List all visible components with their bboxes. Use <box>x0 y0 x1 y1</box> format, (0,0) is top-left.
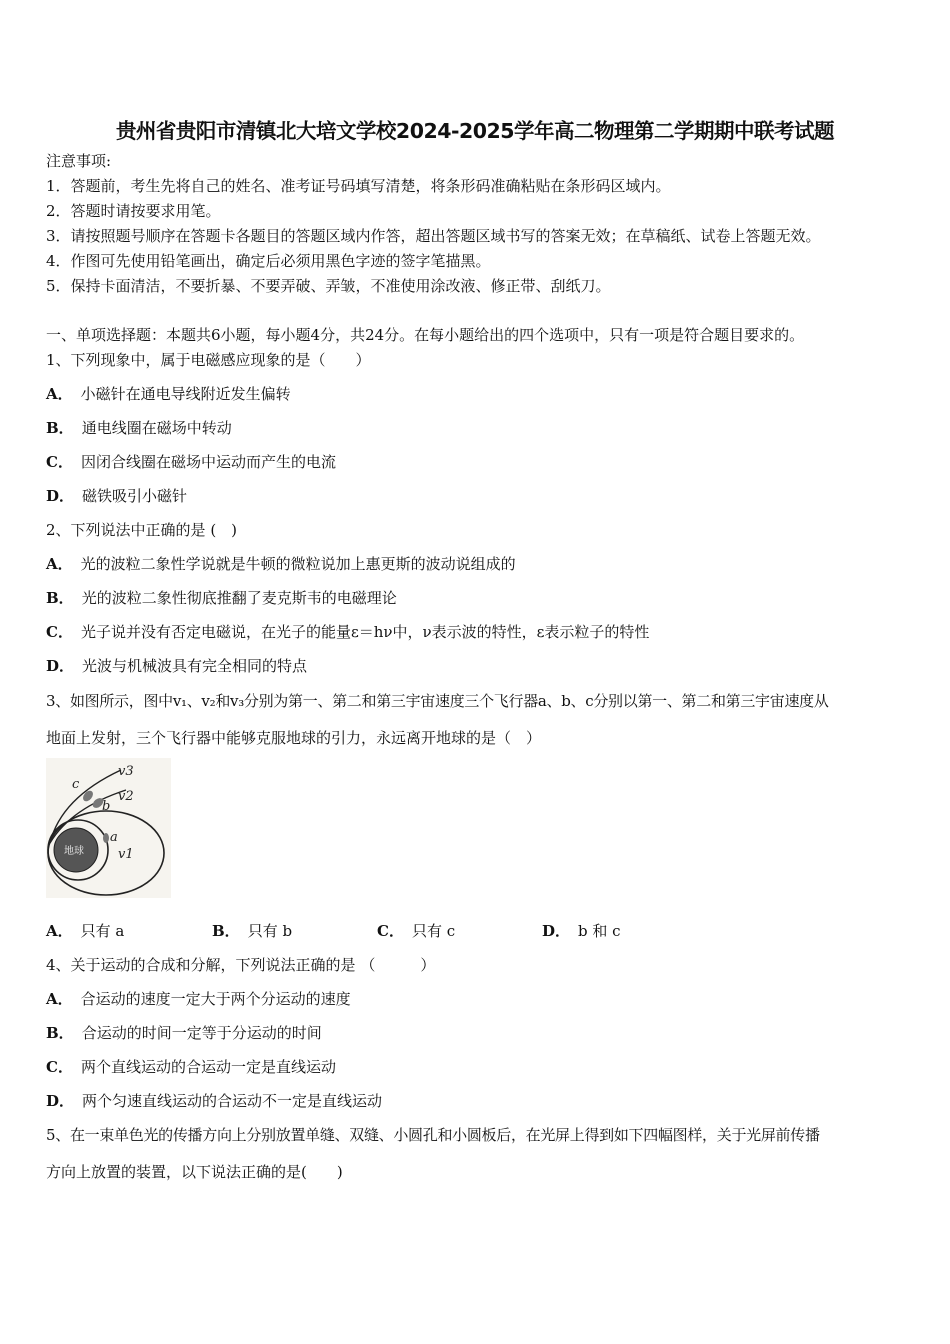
svg-text:c: c <box>72 777 80 792</box>
question-5-stem: 5、在一束单色光的传播方向上分别放置单缝、双缝、小圆孔和小圆板后，在光屏上得到如下四幅图样，关于光屏前传播 <box>46 1126 820 1144</box>
q1-option-b: B． 通电线圈在磁场中转动 <box>46 419 232 437</box>
q3-option-b: B． 只有 b <box>212 922 293 940</box>
question-4-stem: 4、关于运动的合成和分解，下列说法正确的是 （ ） <box>46 956 436 974</box>
q4-option-d: D． 两个匀速直线运动的合运动不一定是直线运动 <box>46 1092 383 1110</box>
svg-text:地球: 地球 <box>64 846 84 857</box>
note-item: 2．答题时请按要求用笔。 <box>46 202 221 220</box>
q3-option-d: D． b 和 c <box>542 922 621 940</box>
note-item: 3．请按照题号顺序在答题卡各题目的答题区域内作答，超出答题区域书写的答案无效；在草稿纸、试卷上答题无效。 <box>46 227 821 245</box>
note-item: 5．保持卡面清洁，不要折暴、不要弄破、弄皱，不准使用涂改液、修正带、刮纸刀。 <box>46 277 611 295</box>
svg-text:b: b <box>102 799 111 814</box>
notes-heading: 注意事项: <box>46 152 112 170</box>
orbit-figure <box>46 758 171 898</box>
svg-text:v1: v1 <box>118 847 134 862</box>
note-item: 4．作图可先使用铅笔画出，确定后必须用黑色字迹的签字笔描黑。 <box>46 252 491 270</box>
question-3-stem: 3、如图所示，图中v₁、v₂和v₃分别为第一、第二和第三宇宙速度三个飞行器a、b、c分别以第一、第二和第三宇宙速度从 <box>46 692 829 710</box>
question-3-stem-cont: 地面上发射，三个飞行器中能够克服地球的引力，永远离开地球的是（ ） <box>46 729 542 747</box>
q4-option-b: B． 合运动的时间一定等于分运动的时间 <box>46 1024 322 1042</box>
q1-option-c: C． 因闭合线圈在磁场中运动而产生的电流 <box>46 453 336 471</box>
page-title: 贵州省贵阳市清镇北大培文学校2024-2025学年高二物理第二学期期中联考试题 <box>115 119 835 143</box>
question-2-stem: 2、下列说法中正确的是 ( ) <box>46 521 238 539</box>
q2-option-b: B． 光的波粒二象性彻底推翻了麦克斯韦的电磁理论 <box>46 589 397 607</box>
question-1-stem: 1、下列现象中，属于电磁感应现象的是（ ） <box>46 351 371 369</box>
question-5-stem-cont: 方向上放置的装置，以下说法正确的是( ) <box>46 1163 343 1181</box>
q2-option-d: D． 光波与机械波具有完全相同的特点 <box>46 657 308 675</box>
q4-option-c: C． 两个直线运动的合运动一定是直线运动 <box>46 1058 336 1076</box>
q3-option-c: C． 只有 c <box>377 922 456 940</box>
q4-option-a: A． 合运动的速度一定大于两个分运动的速度 <box>46 990 351 1008</box>
section-heading: 一、单项选择题：本题共6小题，每小题4分，共24分。在每小题给出的四个选项中，只有一项是符合题目要求的。 <box>46 326 805 344</box>
q2-option-c: C． 光子说并没有否定电磁说，在光子的能量ε＝hν中，ν表示波的特性，ε表示粒子的特性 <box>46 623 650 641</box>
svg-text:v3: v3 <box>118 764 134 779</box>
q1-option-a: A． 小磁针在通电导线附近发生偏转 <box>46 385 291 403</box>
q1-option-d: D． 磁铁吸引小磁针 <box>46 487 188 505</box>
svg-text:a: a <box>110 830 118 845</box>
q3-option-a: A． 只有 a <box>46 922 125 940</box>
svg-text:v2: v2 <box>118 789 134 804</box>
q2-option-a: A． 光的波粒二象性学说就是牛顿的微粒说加上惠更斯的波动说组成的 <box>46 555 516 573</box>
note-item: 1．答题前，考生先将自己的姓名、准考证号码填写清楚，将条形码准确粘贴在条形码区域内。 <box>46 177 671 195</box>
